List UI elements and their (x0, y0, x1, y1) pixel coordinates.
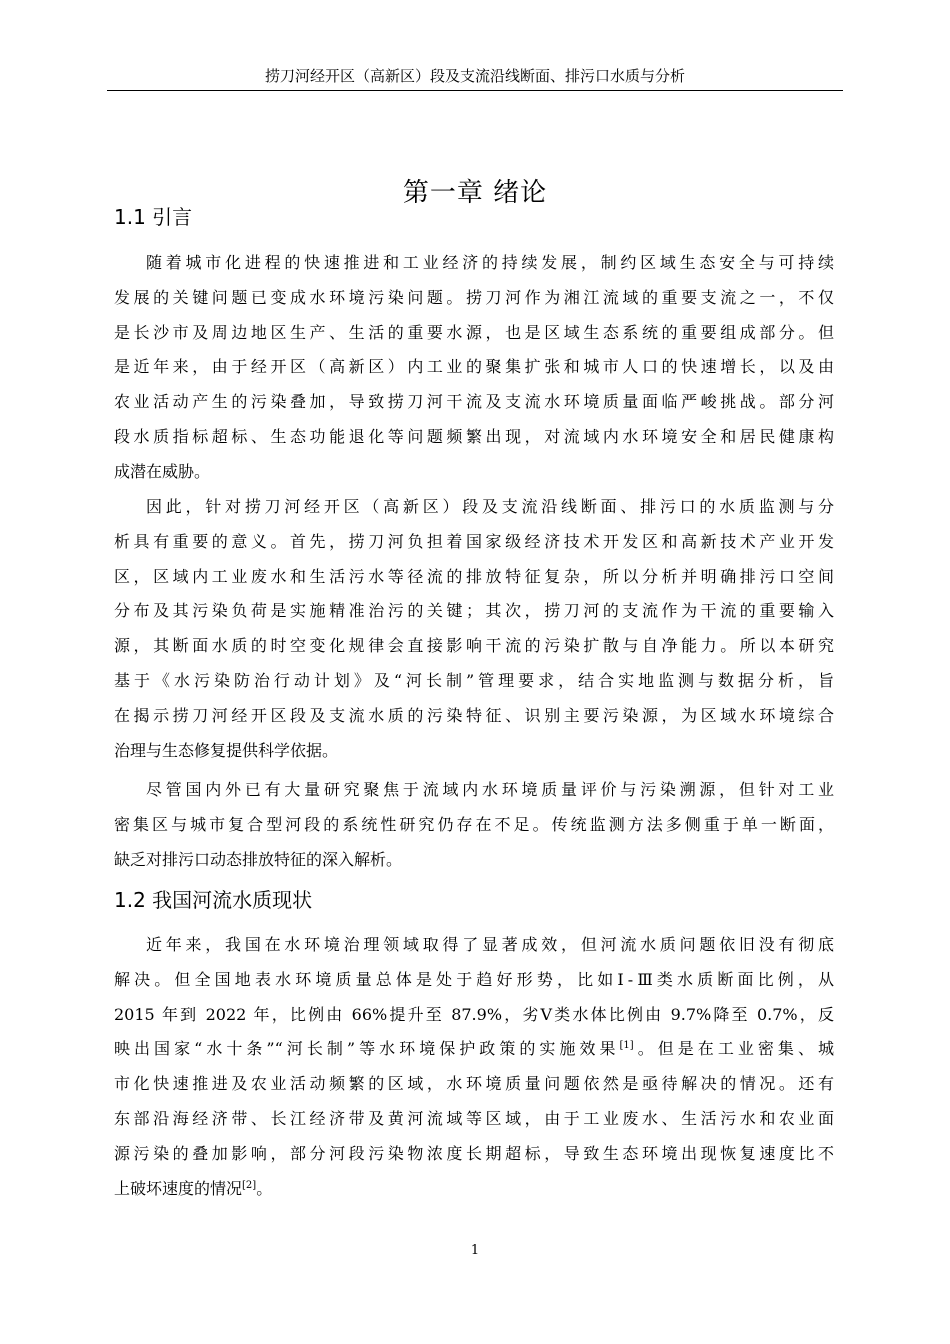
text-line: 治理与生态修复提供科学依据。 (114, 740, 339, 760)
citation-ref-1[interactable]: [1] (619, 1040, 634, 1052)
text-line: 解决。但全国地表水环境质量总体是处于趋好形势，比如Ⅰ-Ⅲ类水质断面比例，从 (114, 969, 834, 989)
text-segment: 上破坏速度的情况 (114, 1178, 243, 1198)
text-line: 是近年来，由于经开区（高新区）内工业的聚集扩张和城市人口的快速增长，以及由 (114, 357, 834, 377)
header-divider (107, 90, 843, 91)
text-line: 析具有重要的意义。首先，捞刀河负担着国家级经济技术开发区和高新技术产业开发 (114, 531, 834, 551)
text-line: 近年来，我国在水环境治理领域取得了显著成效，但河流水质问题依旧没有彻底 (146, 935, 834, 954)
text-line: 基于《水污染防治行动计划》及“河长制”管理要求，结合实地监测与数据分析，旨 (114, 670, 834, 690)
page-number: 1 (470, 1243, 480, 1258)
text-line: 随着城市化进程的快速推进和工业经济的持续发展，制约区域生态安全与可持续 (146, 253, 834, 272)
text-line: 发展的关键问题已变成水环境污染问题。捞刀河作为湘江流域的重要支流之一，不仅 (114, 287, 834, 307)
text-line: 2015 年到 2022 年，比例由 66%提升至 87.9%，劣Ⅴ类水体比例由 9.7%降至 0.7%，反 (114, 1004, 834, 1024)
paragraph-intro-1 (114, 246, 834, 490)
citation-ref-2[interactable]: [2] (242, 1179, 257, 1191)
section-heading-1-2: 1.2 我国河流水质现状 (114, 888, 313, 912)
text-line: 农业活动产生的污染叠加，导致捞刀河干流及支流水环境质量面临严峻挑战。部分河 (114, 392, 834, 412)
paragraph-intro-2 (114, 490, 834, 768)
chapter-title: 第一章 绪论 (402, 178, 548, 209)
text-line-with-citation (114, 1172, 834, 1207)
paragraph-water-status (114, 928, 834, 1206)
paragraph-intro-3 (114, 773, 834, 877)
text-segment: 。 (256, 1178, 273, 1198)
text-line-with-citation (114, 1032, 834, 1067)
section-heading-1-1: 1.1 引言 (114, 205, 193, 229)
text-line: 东部沿海经济带、长江经济带及黄河流域等区域，由于工业废水、生活污水和农业面 (114, 1108, 834, 1128)
text-line: 源污染的叠加影响，部分河段污染物浓度长期超标，导致生态环境出现恢复速度比不 (114, 1143, 834, 1163)
running-header: 捞刀河经开区（高新区）段及支流沿线断面、排污口水质与分析 (264, 67, 685, 85)
text-line: 缺乏对排污口动态排放特征的深入解析。 (114, 849, 403, 869)
text-line: 分布及其污染负荷是实施精准治污的关键；其次，捞刀河的支流作为干流的重要输入 (114, 601, 834, 621)
text-segment: 映出国家“水十条”“河长制”等水环境保护政策的实施效果 (114, 1039, 620, 1059)
text-line: 市化快速推进及农业活动频繁的区域，水环境质量问题依然是亟待解决的情况。还有 (114, 1074, 834, 1094)
text-line: 源，其断面水质的时空变化规律会直接影响干流的污染扩散与自净能力。所以本研究 (114, 636, 834, 656)
text-line: 在揭示捞刀河经开区段及支流水质的污染特征、识别主要污染源，为区域水环境综合 (114, 705, 834, 725)
text-line: 是长沙市及周边地区生产、生活的重要水源，也是区域生态系统的重要组成部分。但 (114, 322, 834, 342)
text-line: 尽管国内外已有大量研究聚焦于流域内水环境质量评价与污染溯源，但针对工业 (146, 780, 834, 799)
text-line: 因此，针对捞刀河经开区（高新区）段及支流沿线断面、排污口的水质监测与分 (146, 497, 834, 516)
text-line: 区，区域内工业废水和生活污水等径流的排放特征复杂，所以分析并明确排污口空间 (114, 566, 834, 586)
text-segment: 。但是在工业密集、城 (633, 1039, 834, 1059)
text-line: 密集区与城市复合型河段的系统性研究仍存在不足。传统监测方法多侧重于单一断面， (114, 814, 834, 834)
text-line: 段水质指标超标、生态功能退化等问题频繁出现，对流域内水环境安全和居民健康构 (114, 426, 834, 446)
text-line: 成潜在威胁。 (114, 461, 211, 481)
